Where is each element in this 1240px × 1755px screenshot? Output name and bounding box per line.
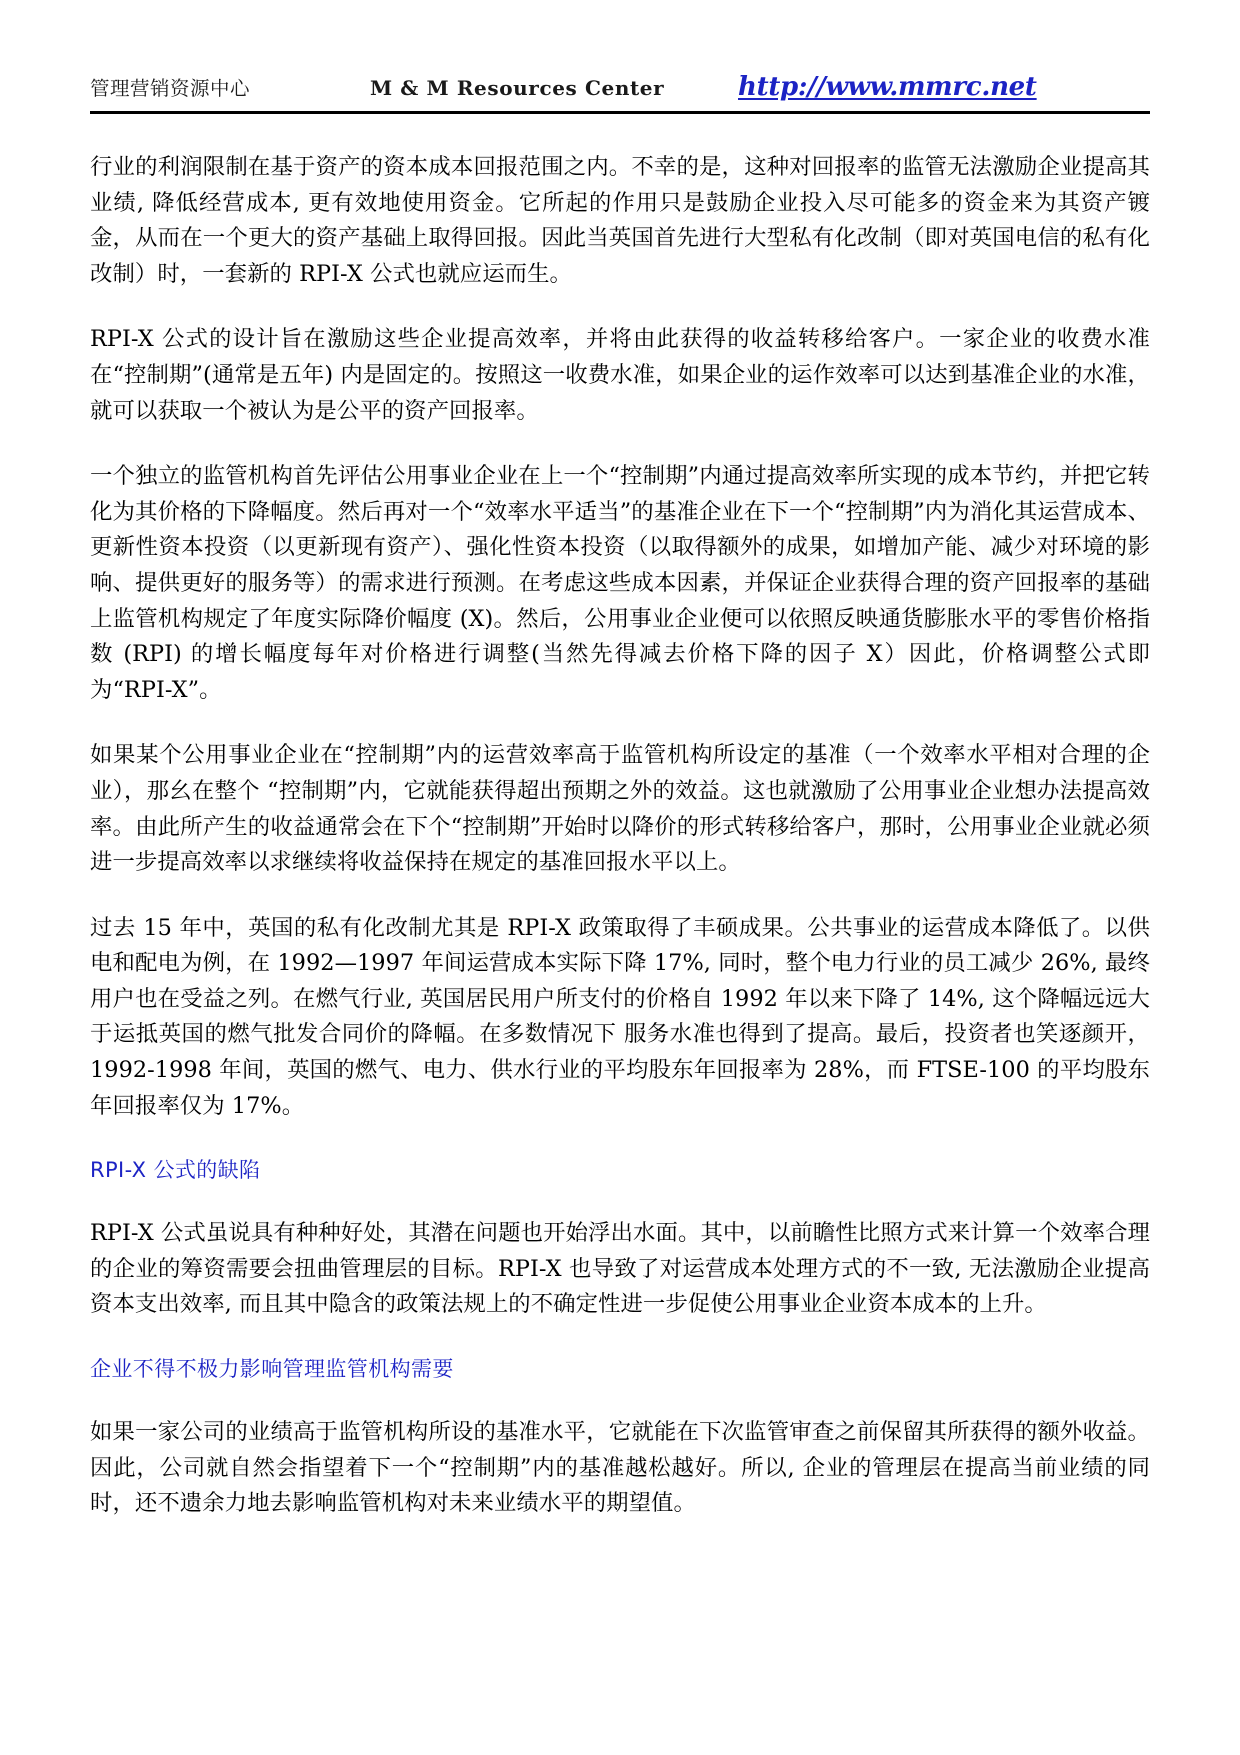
- header-website-link[interactable]: http://www.mmrc.net: [738, 72, 1037, 102]
- paragraph-4: 如果某个公用事业企业在“控制期”内的运营效率高于监管机构所设定的基准（一个效率水平相对合理的企业），那幺在整个 “控制期”内，它就能获得超出预期之外的效益。这也就激励了公用事业企业想办法提高效率。由此所产生的收益通常会在下个“控制期”开始时以降价的形式转移给客户，那时，公用事业企业就必须进一步提高效率以求继续将收益保持在规定的基准回报水平以上。: [90, 742, 1150, 876]
- paragraph-6: RPI-X 公式虽说具有种种好处，其潜在问题也开始浮出水面。其中，以前瞻性比照方式来计算一个效率合理的企业的筹资需要会扭曲管理层的目标。RPI-X 也导致了对运营成本处理方式的不一致, 无法激励企业提高资本支出效率, 而且其中隐含的政策法规上的不确定性进一步促使公用事业企业资本成本的上升。: [90, 1220, 1150, 1318]
- page-header: [90, 0, 1150, 102]
- paragraph-2: RPI-X 公式的设计旨在激励这些企业提高效率，并将由此获得的收益转移给客户。一家企业的收费水准在“控制期”(通常是五年) 内是固定的。按照这一收费水准，如果企业的运作效率可以达到基准企业的水准，就可以获取一个被认为是公平的资产回报率。: [90, 326, 1150, 424]
- header-org-name-english: M & M Resources Center: [370, 76, 665, 100]
- header-org-name-chinese: 管理营销资源中心: [90, 77, 251, 100]
- paragraph-7: 如果一家公司的业绩高于监管机构所设的基准水平，它就能在下次监管审查之前保留其所获得的额外收益。因此，公司就自然会指望着下一个“控制期”内的基准越松越好。所以, 企业的管理层在提高当前业绩的同时，还不遗余力地去影响监管机构对未来业绩水平的期望值。: [90, 1419, 1150, 1517]
- section-heading-influence-regulator: 企业不得不极力影响管理监管机构需要: [90, 1357, 454, 1382]
- paragraph-5: 过去 15 年中，英国的私有化改制尤其是 RPI-X 政策取得了丰硕成果。公共事业的运营成本降低了。以供电和配电为例，在 1992—1997 年间运营成本实际下降 17%, 同时，整个电力行业的员工减少 26%, 最终用户也在受益之列。在燃气行业, 英国居民用户所支付的价格自 1992 年以来下降了 14%, 这个降幅远远大于运抵英国的燃气批发合同价的降幅。在多数情况下 服务水准也得到了提高。最后，投资者也笑逐颜开，1992-1998 年间，英国的燃气、电力、供水行业的平均股东年回报率为 28%，而 FTSE-100 的平均股东年回报率仅为 17%。: [90, 914, 1150, 1119]
- paragraph-3: 一个独立的监管机构首先评估公用事业企业在上一个“控制期”内通过提高效率所实现的成本节约，并把它转化为其价格的下降幅度。然后再对一个“效率水平适当”的基准企业在下一个“控制期”内为消化其运营成本、更新性资本投资（以更新现有资产）、强化性资本投资（以取得额外的成果，如增加产能、减少对环境的影响、提供更好的服务等）的需求进行预测。在考虑这些成本因素，并保证企业获得合理的资产回报率的基础上监管机构规定了年度实际降价幅度 (X)。然后，公用事业企业便可以依照反映通货膨胀水平的零售价格指数 (RPI) 的增长幅度每年对价格进行调整(当然先得减去价格下降的因子 X）因此，价格调整公式即为“RPI-X”。: [90, 463, 1150, 703]
- paragraph-1: 行业的利润限制在基于资产的资本成本回报范围之内。不幸的是，这种对回报率的监管无法激励企业提高其业绩, 降低经营成本, 更有效地使用资金。它所起的作用只是鼓励企业投入尽可能多的资金来为其资产镀金，从而在一个更大的资产基础上取得回报。因此当英国首先进行大型私有化改制（即对英国电信的私有化改制）时，一套新的 RPI-X 公式也就应运而生。: [90, 154, 1150, 287]
- section-heading-rpix-flaws: RPI-X 公式的缺陷: [90, 1158, 261, 1183]
- document-body: [90, 114, 1150, 1522]
